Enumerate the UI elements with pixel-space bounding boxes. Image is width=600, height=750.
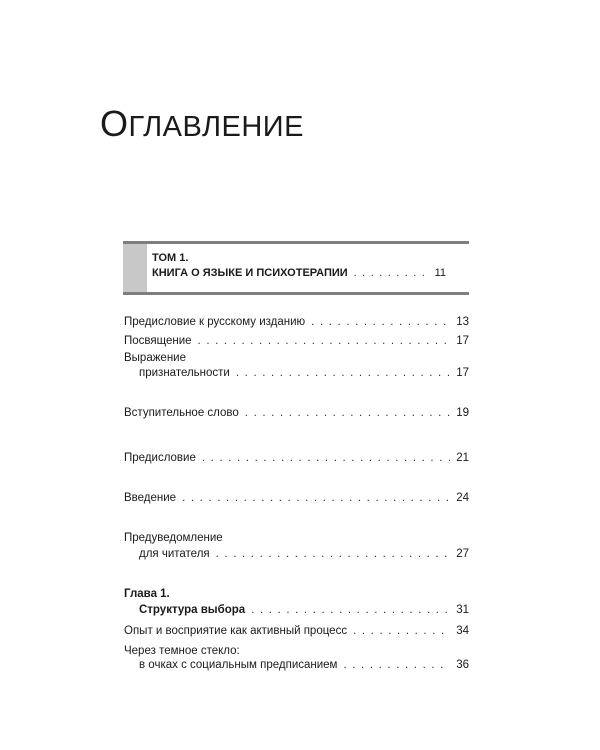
toc-entry-line1: Предуведомление xyxy=(124,532,223,544)
chapter-number: Глава 1. xyxy=(124,588,170,600)
leader-dots xyxy=(353,625,450,637)
toc-entry-line1: Через темное стекло: xyxy=(124,645,240,657)
toc-entry[interactable] xyxy=(124,492,469,504)
page-title xyxy=(100,103,304,144)
toc-page-number: 13 xyxy=(456,316,469,328)
leader-dots xyxy=(251,604,450,616)
toc-label: Предисловие к русскому изданию xyxy=(124,316,306,328)
toc-page-number: 21 xyxy=(456,452,469,464)
toc-page-number: 19 xyxy=(456,407,469,419)
volume-number: ТОМ 1. xyxy=(152,252,189,264)
toc-entry[interactable] xyxy=(124,452,469,464)
toc-label: Введение xyxy=(124,492,177,504)
toc-entry-volume[interactable] xyxy=(152,267,446,279)
toc-page-number: 36 xyxy=(456,659,469,671)
toc-entry-line1: Выражение xyxy=(124,352,186,364)
toc-page-number: 34 xyxy=(456,625,469,637)
toc-entry[interactable] xyxy=(139,367,469,379)
volume-header xyxy=(123,241,469,295)
toc-label: Посвящение xyxy=(124,335,192,347)
leader-dots xyxy=(182,492,450,504)
toc-page-number: 17 xyxy=(456,335,469,347)
leader-dots xyxy=(354,267,429,279)
leader-dots xyxy=(343,659,450,671)
toc-page-number: 11 xyxy=(434,267,446,279)
leader-dots xyxy=(236,367,450,379)
toc-entry[interactable] xyxy=(139,548,469,560)
volume-shade-bar xyxy=(123,244,147,292)
toc-label: в очках с социальным предписанием xyxy=(139,659,338,671)
toc-label: КНИГА О ЯЗЫКЕ И ПСИХОТЕРАПИИ xyxy=(152,267,348,279)
toc-label: Предисловие xyxy=(124,452,196,464)
toc-label: признательности xyxy=(139,367,230,379)
toc-label: Структура выбора xyxy=(139,604,246,616)
toc-entry[interactable] xyxy=(139,659,469,671)
toc-label: Вступительное слово xyxy=(124,407,239,419)
page-title-rest: ГЛАВЛЕНИЕ xyxy=(128,111,304,143)
leader-dots xyxy=(245,407,450,419)
toc-entry[interactable] xyxy=(124,407,469,419)
toc-entry[interactable] xyxy=(124,625,469,637)
toc-page-number: 31 xyxy=(456,604,469,616)
leader-dots xyxy=(202,452,450,464)
toc-entry[interactable] xyxy=(124,335,469,347)
toc-entry[interactable] xyxy=(124,316,469,328)
toc-entry-chapter[interactable] xyxy=(139,604,469,616)
toc-label: для читателя xyxy=(139,548,210,560)
leader-dots xyxy=(311,316,450,328)
leader-dots xyxy=(198,335,451,347)
leader-dots xyxy=(216,548,451,560)
toc-page-number: 17 xyxy=(456,367,469,379)
toc-page-number: 27 xyxy=(456,548,469,560)
toc-page-number: 24 xyxy=(456,492,469,504)
toc-label: Опыт и восприятие как активный процесс xyxy=(124,625,348,637)
page-title-initial: О xyxy=(100,103,129,144)
